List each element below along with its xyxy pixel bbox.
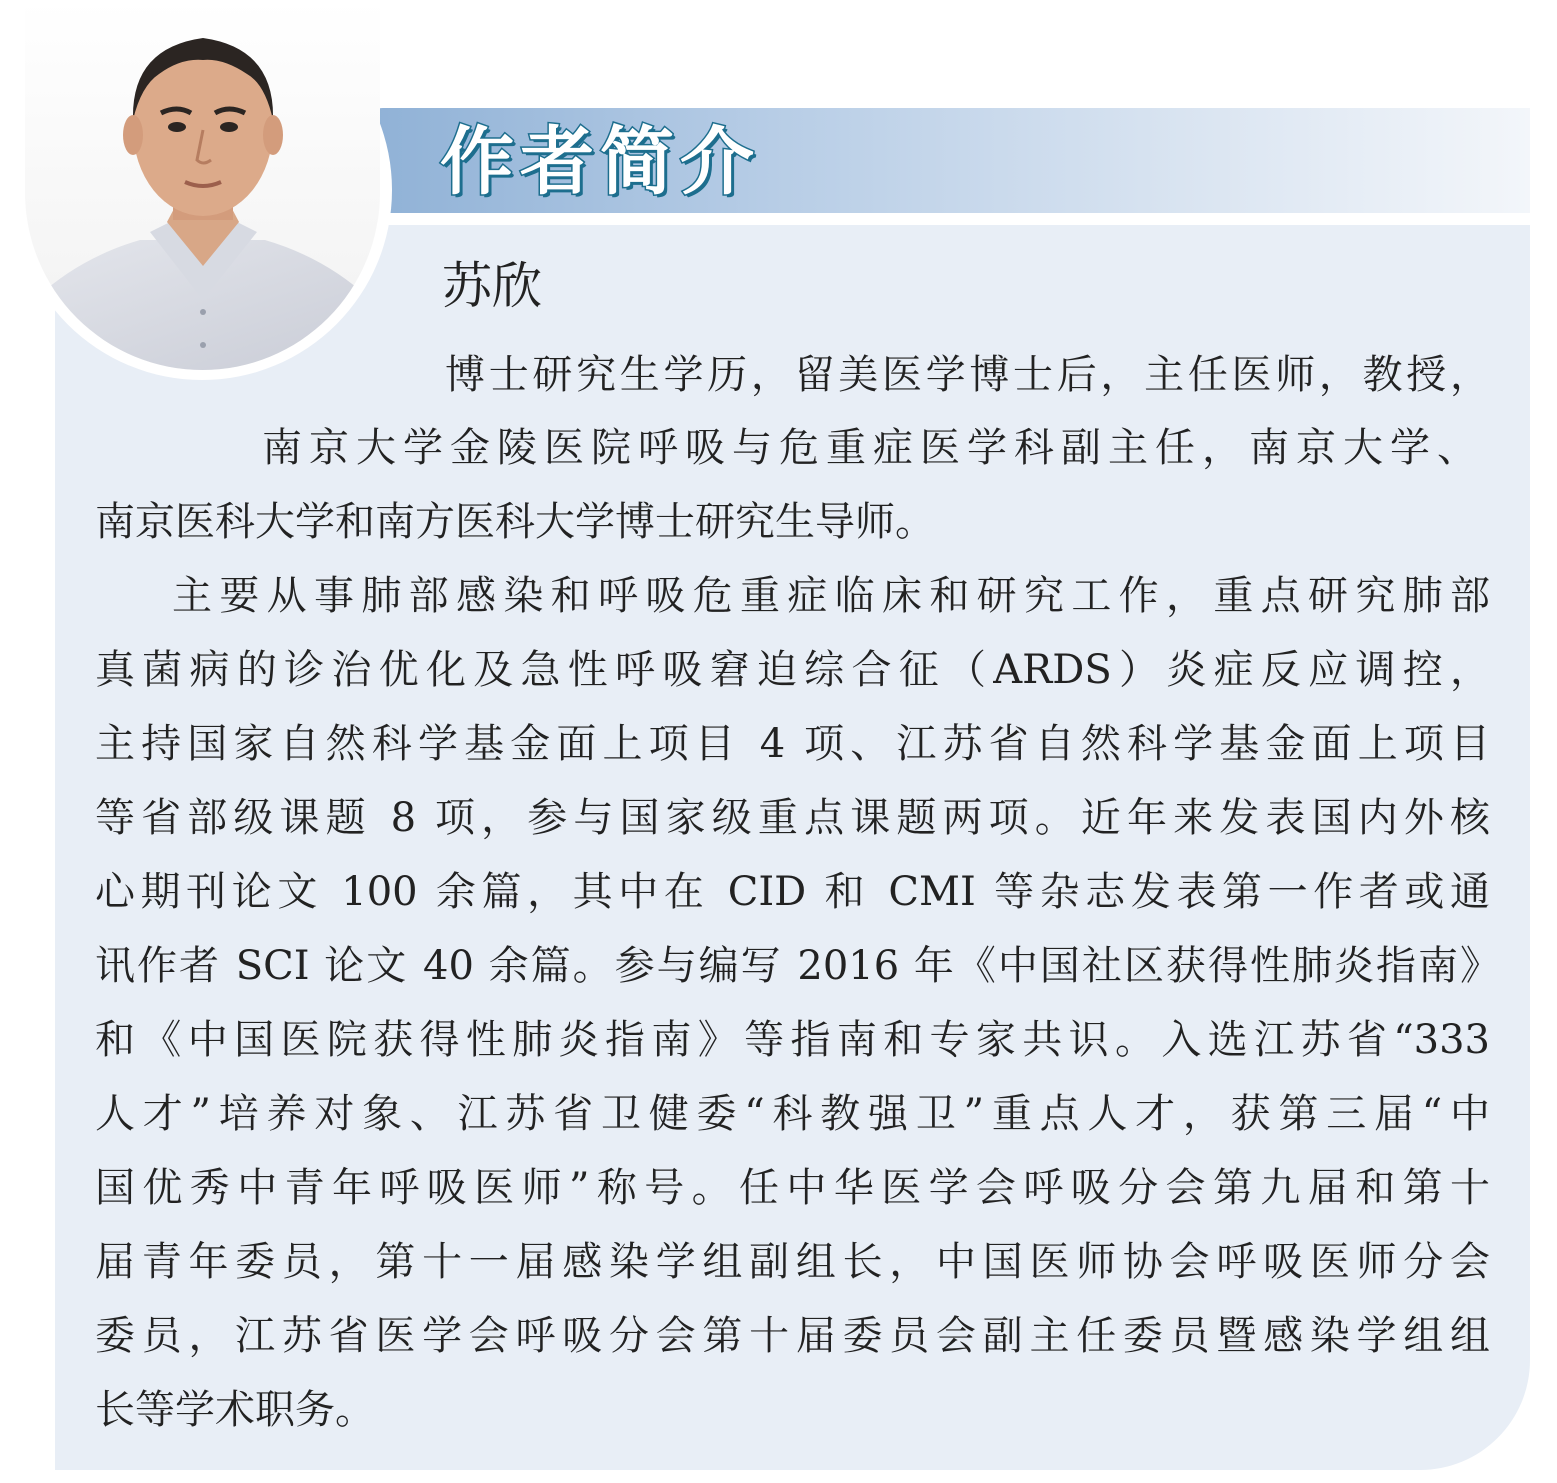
bio-line: 等省部级课题 8 项，参与国家级重点课题两项。近年来发表国内外核	[95, 795, 1490, 841]
bio-line: 真菌病的诊治优化及急性呼吸窘迫综合征（ARDS）炎症反应调控，	[95, 647, 1490, 693]
bio-line: 主持国家自然科学基金面上项目 4 项、江苏省自然科学基金面上项目	[95, 721, 1490, 767]
bio-line: 博士研究生学历，留美医学博士后，主任医师，教授，	[445, 352, 1490, 398]
section-title: 作者简介	[440, 119, 760, 205]
author-photo	[25, 0, 380, 370]
author-portrait-icon	[25, 0, 380, 370]
bio-line: 国优秀中青年呼吸医师”称号。任中华医学会呼吸分会第九届和第十	[95, 1165, 1490, 1211]
author-name: 苏欣	[442, 257, 542, 315]
bio-line: 南京医科大学和南方医科大学博士研究生导师。	[95, 499, 935, 545]
bio-line: 和《中国医院获得性肺炎指南》等指南和专家共识。入选江苏省“333	[95, 1017, 1490, 1063]
bio-line: 主要从事肺部感染和呼吸危重症临床和研究工作，重点研究肺部	[172, 573, 1490, 619]
bio-line: 委员，江苏省医学会呼吸分会第十届委员会副主任委员暨感染学组组	[95, 1313, 1490, 1359]
bio-line: 心期刊论文 100 余篇，其中在 CID 和 CMI 等杂志发表第一作者或通	[95, 869, 1490, 915]
bio-line: 讯作者 SCI 论文 40 余篇。参与编写 2016 年《中国社区获得性肺炎指南》	[95, 943, 1500, 989]
bio-line: 南京大学金陵医院呼吸与危重症医学科副主任，南京大学、	[262, 425, 1477, 471]
bio-line: 长等学术职务。	[95, 1387, 375, 1433]
bio-line: 届青年委员，第十一届感染学组副组长，中国医师协会呼吸医师分会	[95, 1239, 1490, 1285]
bio-line: 人才”培养对象、江苏省卫健委“科教强卫”重点人才，获第三届“中	[95, 1091, 1490, 1137]
